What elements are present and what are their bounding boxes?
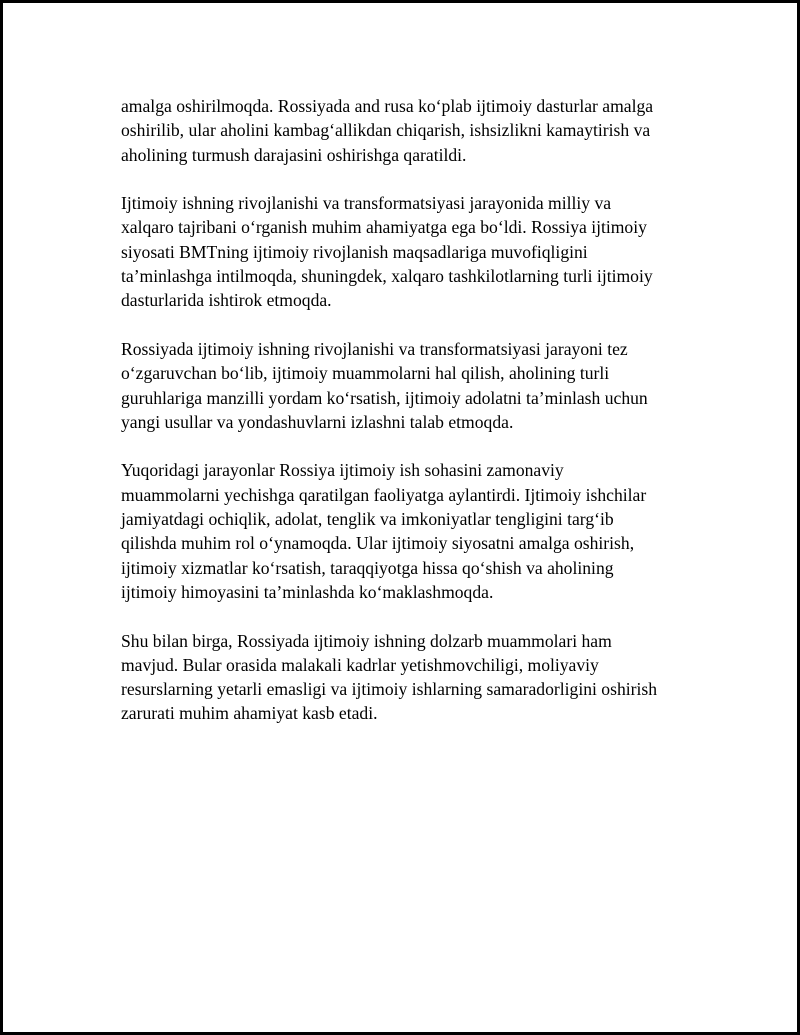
- paragraph-2: [121, 191, 701, 312]
- text-line: yangi usullar va yondashuvlarni izlashni talab etmoqda.: [121, 411, 514, 432]
- paragraph-1: [121, 94, 701, 167]
- text-line: amalga oshirilmoqda. Rossiyada and rusa ko‘plab ijtimoiy dasturlar amalga: [121, 96, 654, 116]
- text-line: Ijtimoiy ishning rivojlanishi va transformatsiyasi jarayonida milliy va: [121, 193, 612, 214]
- text-line: aholining turmush darajasini oshirishga qaratildi.: [121, 144, 467, 165]
- text-line: jamiyatdagi ochiqlik, adolat, tenglik va imkoniyatlar tengligini targ‘ib: [121, 509, 614, 530]
- text-line: xalqaro tajribani o‘rganish muhim ahamiyatga ega bo‘ldi. Rossiya ijtimoiy: [121, 217, 647, 238]
- text-line: ta’minlashga intilmoqda, shuningdek, xalqaro tashkilotlarning turli ijtimoiy: [121, 266, 653, 287]
- text-line: Rossiyada ijtimoiy ishning rivojlanishi va transformatsiyasi jarayoni tez: [121, 338, 628, 359]
- paragraph-5: [121, 629, 701, 726]
- text-line: qilishda muhim rol o‘ynamoqda. Ular ijtimoiy siyosatni amalga oshirish,: [121, 533, 635, 554]
- text-line: Yuqoridagi jarayonlar Rossiya ijtimoiy ish sohasini zamonaviy: [121, 460, 564, 481]
- text-line: Shu bilan birga, Rossiyada ijtimoiy ishning dolzarb muammolari ham: [121, 630, 612, 651]
- paragraph-4: [121, 458, 701, 604]
- text-line: resurslarning yetarli emasligi va ijtimoiy ishlarning samaradorligini oshirish: [121, 679, 658, 700]
- text-line: mavjud. Bular orasida malakali kadrlar yetishmovchiligi, moliyaviy: [121, 654, 599, 675]
- text-line: oshirilib, ular aholini kambag‘allikdan chiqarish, ishsizlikni kamaytirish va: [121, 120, 651, 141]
- text-line: dasturlarida ishtirok etmoqda.: [121, 290, 332, 311]
- text-line: guruhlariga manzilli yordam ko‘rsatish, ijtimoiy adolatni ta’minlash uchun: [121, 387, 648, 408]
- text-line: ijtimoiy himoyasini ta’minlashda ko‘maklashmoqda.: [121, 581, 494, 602]
- text-line: o‘zgaruvchan bo‘lib, ijtimoiy muammolarni hal qilish, aholining turli: [121, 363, 610, 384]
- text-line: zarurati muhim ahamiyat kasb etadi.: [121, 703, 378, 724]
- paragraph-3: [121, 337, 701, 434]
- text-line: muammolarni yechishga qaratilgan faoliyatga aylantirdi. Ijtimoiy ishchilar: [121, 484, 647, 505]
- document-body: [121, 94, 701, 750]
- text-line: siyosati BMTning ijtimoiy rivojlanish maqsadlariga muvofiqligini: [121, 241, 588, 262]
- text-line: ijtimoiy xizmatlar ko‘rsatish, taraqqiyotga hissa qo‘shish va aholining: [121, 557, 614, 578]
